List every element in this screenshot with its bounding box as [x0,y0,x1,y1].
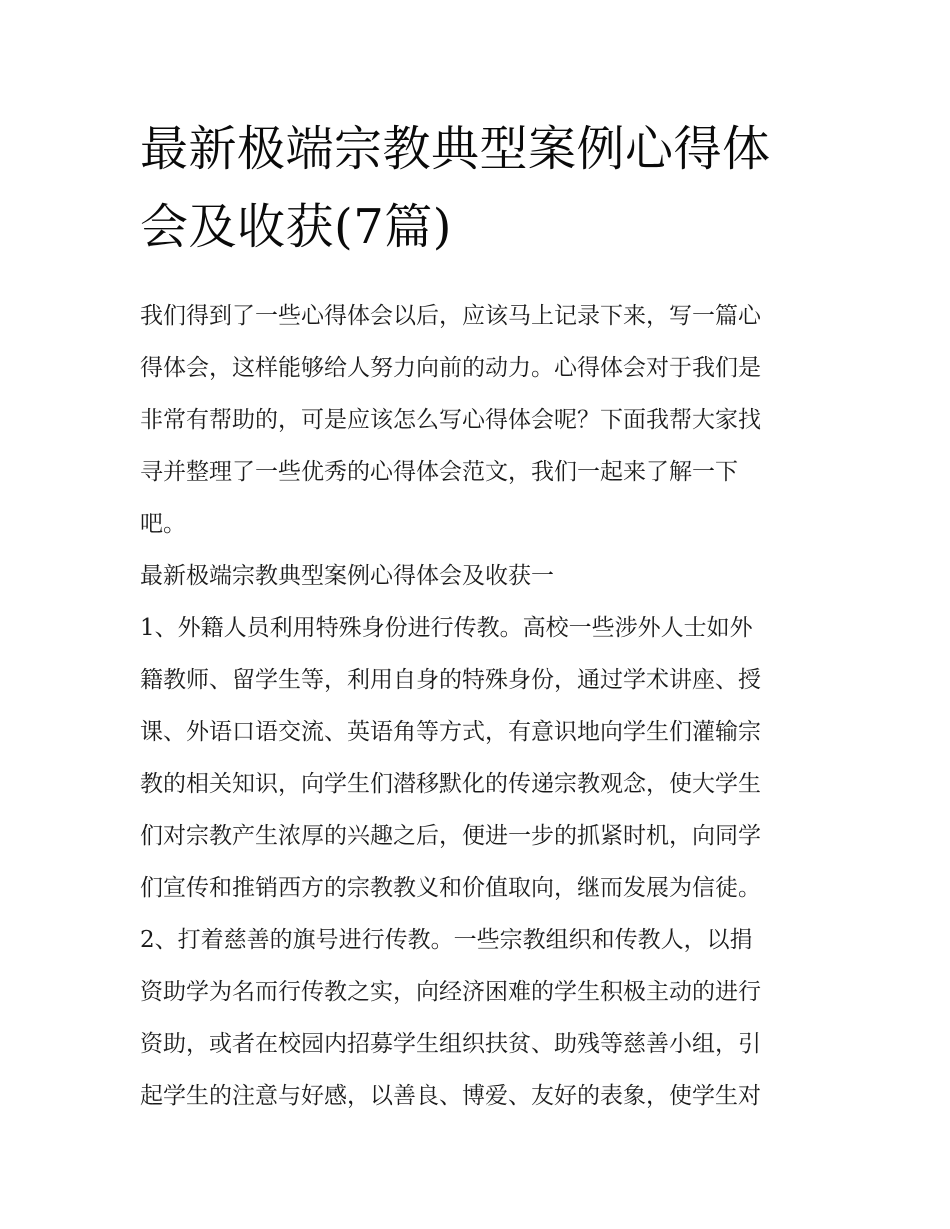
text-line: 我们得到了一些心得体会以后，应该马上记录下来，写一篇心 [140,303,761,329]
text-line: 籍教师、留学生等，利用自身的特殊身份，通过学术讲座、授 [140,667,761,693]
text-line: 们对宗教产生浓厚的兴趣之后，便进一步的抓紧时机，向同学 [140,823,761,849]
text-line: 课、外语口语交流、英语角等方式，有意识地向学生们灌输宗 [140,719,761,745]
document-body [140,110,812,1122]
section-heading [140,550,812,602]
text-line: 非常有帮助的，可是应该怎么写心得体会呢？下面我帮大家找 [140,407,761,433]
text-line: 起学生的注意与好感，以善良、博爱、友好的表象，使学生对 [140,1083,761,1109]
text-line: 资助学为名而行传教之实，向经济困难的学生积极主动的进行 [140,979,761,1005]
text-line: 资助，或者在校园内招募学生组织扶贫、助残等慈善小组，引 [140,1031,761,1057]
intro-paragraph [140,290,812,550]
text-line: 2、打着慈善的旗号进行传教。一些宗教组织和传教人，以捐 [140,927,753,953]
title-line: 最新极端宗教典型案例心得体 [140,121,771,177]
text-line: 最新极端宗教典型案例心得体会及收获一 [140,563,554,589]
text-line: 1、外籍人员利用特殊身份进行传教。高校一些涉外人士如外 [140,615,753,641]
point-1-paragraph [140,602,812,914]
text-line: 教的相关知识，向学生们潜移默化的传递宗教观念，使大学生 [140,771,761,797]
text-line: 吧。 [140,511,186,537]
text-line: 得体会，这样能够给人努力向前的动力。心得体会对于我们是 [140,355,761,381]
text-line: 寻并整理了一些优秀的心得体会范文，我们一起来了解一下 [140,459,738,485]
document-title [140,110,812,266]
point-2-paragraph [140,914,812,1122]
title-line: 会及收获(7篇) [140,199,452,255]
text-line: 们宣传和推销西方的宗教教义和价值取向，继而发展为信徒。 [140,875,761,901]
